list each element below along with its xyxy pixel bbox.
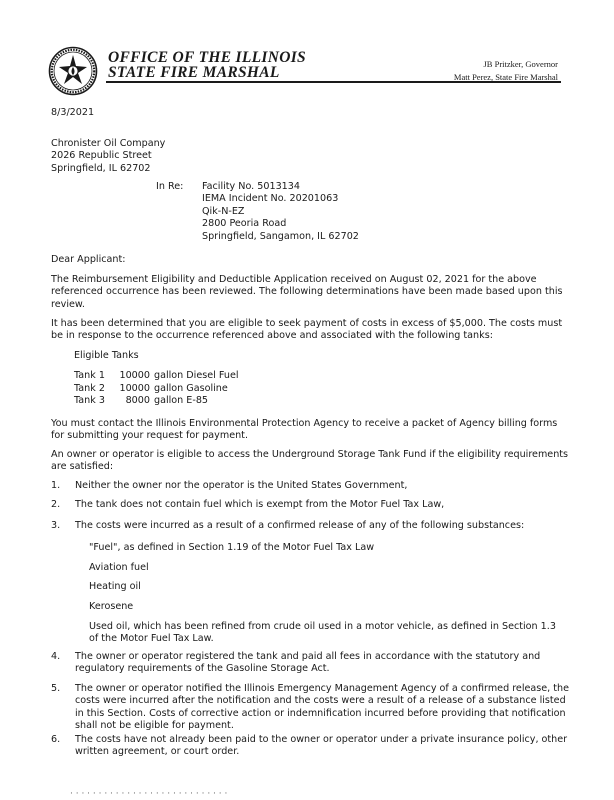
tank-capacity: 8000 (125, 395, 150, 407)
tank-row (74, 395, 239, 408)
tank-row (74, 370, 239, 383)
requirement-text: The tank does not contain fuel which is exempt from the Motor Fuel Tax Law, (75, 499, 445, 510)
substance-item: Aviation fuel (89, 562, 149, 573)
requirement-text: The costs were incurred as a result of a confirmed release of any of the following substances: (75, 520, 525, 531)
site-name: Qik-N-EZ (202, 205, 245, 217)
tank-product: gallon Gasoline (154, 382, 228, 394)
iema-incident: IEMA Incident No. 20201063 (202, 193, 339, 205)
requirement-number: 2. (51, 499, 61, 510)
paragraph-review: The Reimbursement Eligibility and Deductible Application received on August 02, 2021 for the above referenced occurrence has been reviewed. The following determinations have been made based upon this review. (51, 274, 563, 310)
substance-item: "Fuel", as defined in Section 1.19 of the Motor Fuel Tax Law (89, 542, 375, 553)
site-location: Springfield, Sangamon, IL 62702 (202, 230, 359, 242)
letter-date: 8/3/2021 (51, 107, 95, 118)
in-re-details (202, 181, 359, 243)
paragraph-contact-epa: You must contact the Illinois Environmental Protection Agency to receive a packet of Agency billing forms for submitting your request for payment. (51, 418, 558, 442)
fire-marshal-name: Matt Perez, State Fire Marshal (453, 72, 558, 82)
tank-row (74, 383, 239, 396)
requirement-number: 6. (51, 734, 61, 745)
requirement-text: Neither the owner nor the operator is the United States Government, (75, 480, 408, 491)
page-cutoff-line: · · · · · · · · · · · · · · · · · · · · · · · · · · · · (70, 789, 228, 795)
recipient-address (51, 138, 165, 175)
tank-capacity: 10000 (119, 382, 150, 394)
requirement-text: The costs have not already been paid to the owner or operator under a private insurance policy, other written agreement, or court order. (75, 734, 568, 758)
facility-number: Facility No. 5013134 (202, 181, 300, 192)
requirement-number: 1. (51, 480, 61, 491)
tank-name: Tank 3 (74, 395, 105, 407)
recipient-city: Springfield, IL 62702 (51, 162, 151, 174)
in-re-label: In Re: (156, 181, 184, 192)
salutation: Dear Applicant: (51, 254, 126, 265)
paragraph-requirements-intro: An owner or operator is eligible to access the Underground Storage Tank Fund if the eligibility requirements are satisfied: (51, 449, 569, 473)
requirement-text: The owner or operator registered the tank and paid all fees in accordance with the statutory and regulatory requirements of the Gasoline Storage Act. (75, 651, 541, 675)
requirement-text: The owner or operator notified the Illinois Emergency Management Agency of a confirmed release, the costs were incurred after the notification and the costs were a result of a release of a substance listed in this Section. Costs of corrective action or indemnification incurred before providing that notification shall not be eligible for payment. (75, 683, 570, 732)
office-title-line2: STATE FIRE MARSHAL (108, 64, 280, 81)
paragraph-eligibility: It has been determined that you are eligible to seek payment of costs in excess of $5,000. The costs must be in response to the occurrence referenced above and associated with the following tanks: (51, 318, 563, 342)
tank-product: gallon Diesel Fuel (154, 370, 239, 381)
tank-name: Tank 1 (74, 370, 105, 381)
requirement-number: 4. (51, 651, 61, 662)
tank-name: Tank 2 (74, 382, 105, 394)
recipient-name: Chronister Oil Company (51, 138, 166, 149)
tank-product: gallon E-85 (154, 395, 209, 407)
office-title-line1: OFFICE OF THE ILLINOIS (108, 49, 306, 66)
tank-capacity: 10000 (119, 370, 150, 381)
officials-block (454, 58, 558, 84)
eligible-tanks-heading: Eligible Tanks (74, 350, 139, 361)
substance-item: Kerosene (89, 601, 134, 612)
state-fire-marshal-seal-icon (48, 46, 98, 96)
recipient-street: 2026 Republic Street (51, 150, 152, 162)
requirement-number: 3. (51, 520, 61, 531)
governor-name: JB Pritzker, Governor (483, 59, 558, 69)
site-road: 2800 Peoria Road (202, 218, 287, 230)
requirement-number: 5. (51, 683, 61, 694)
eligible-tanks-list (74, 370, 239, 408)
office-title (108, 50, 306, 80)
substance-item: Heating oil (89, 581, 141, 592)
substance-item: Used oil, which has been refined from crude oil used in a motor vehicle, as defined in Section 1.3 of the Motor Fuel Tax Law. (89, 621, 556, 645)
